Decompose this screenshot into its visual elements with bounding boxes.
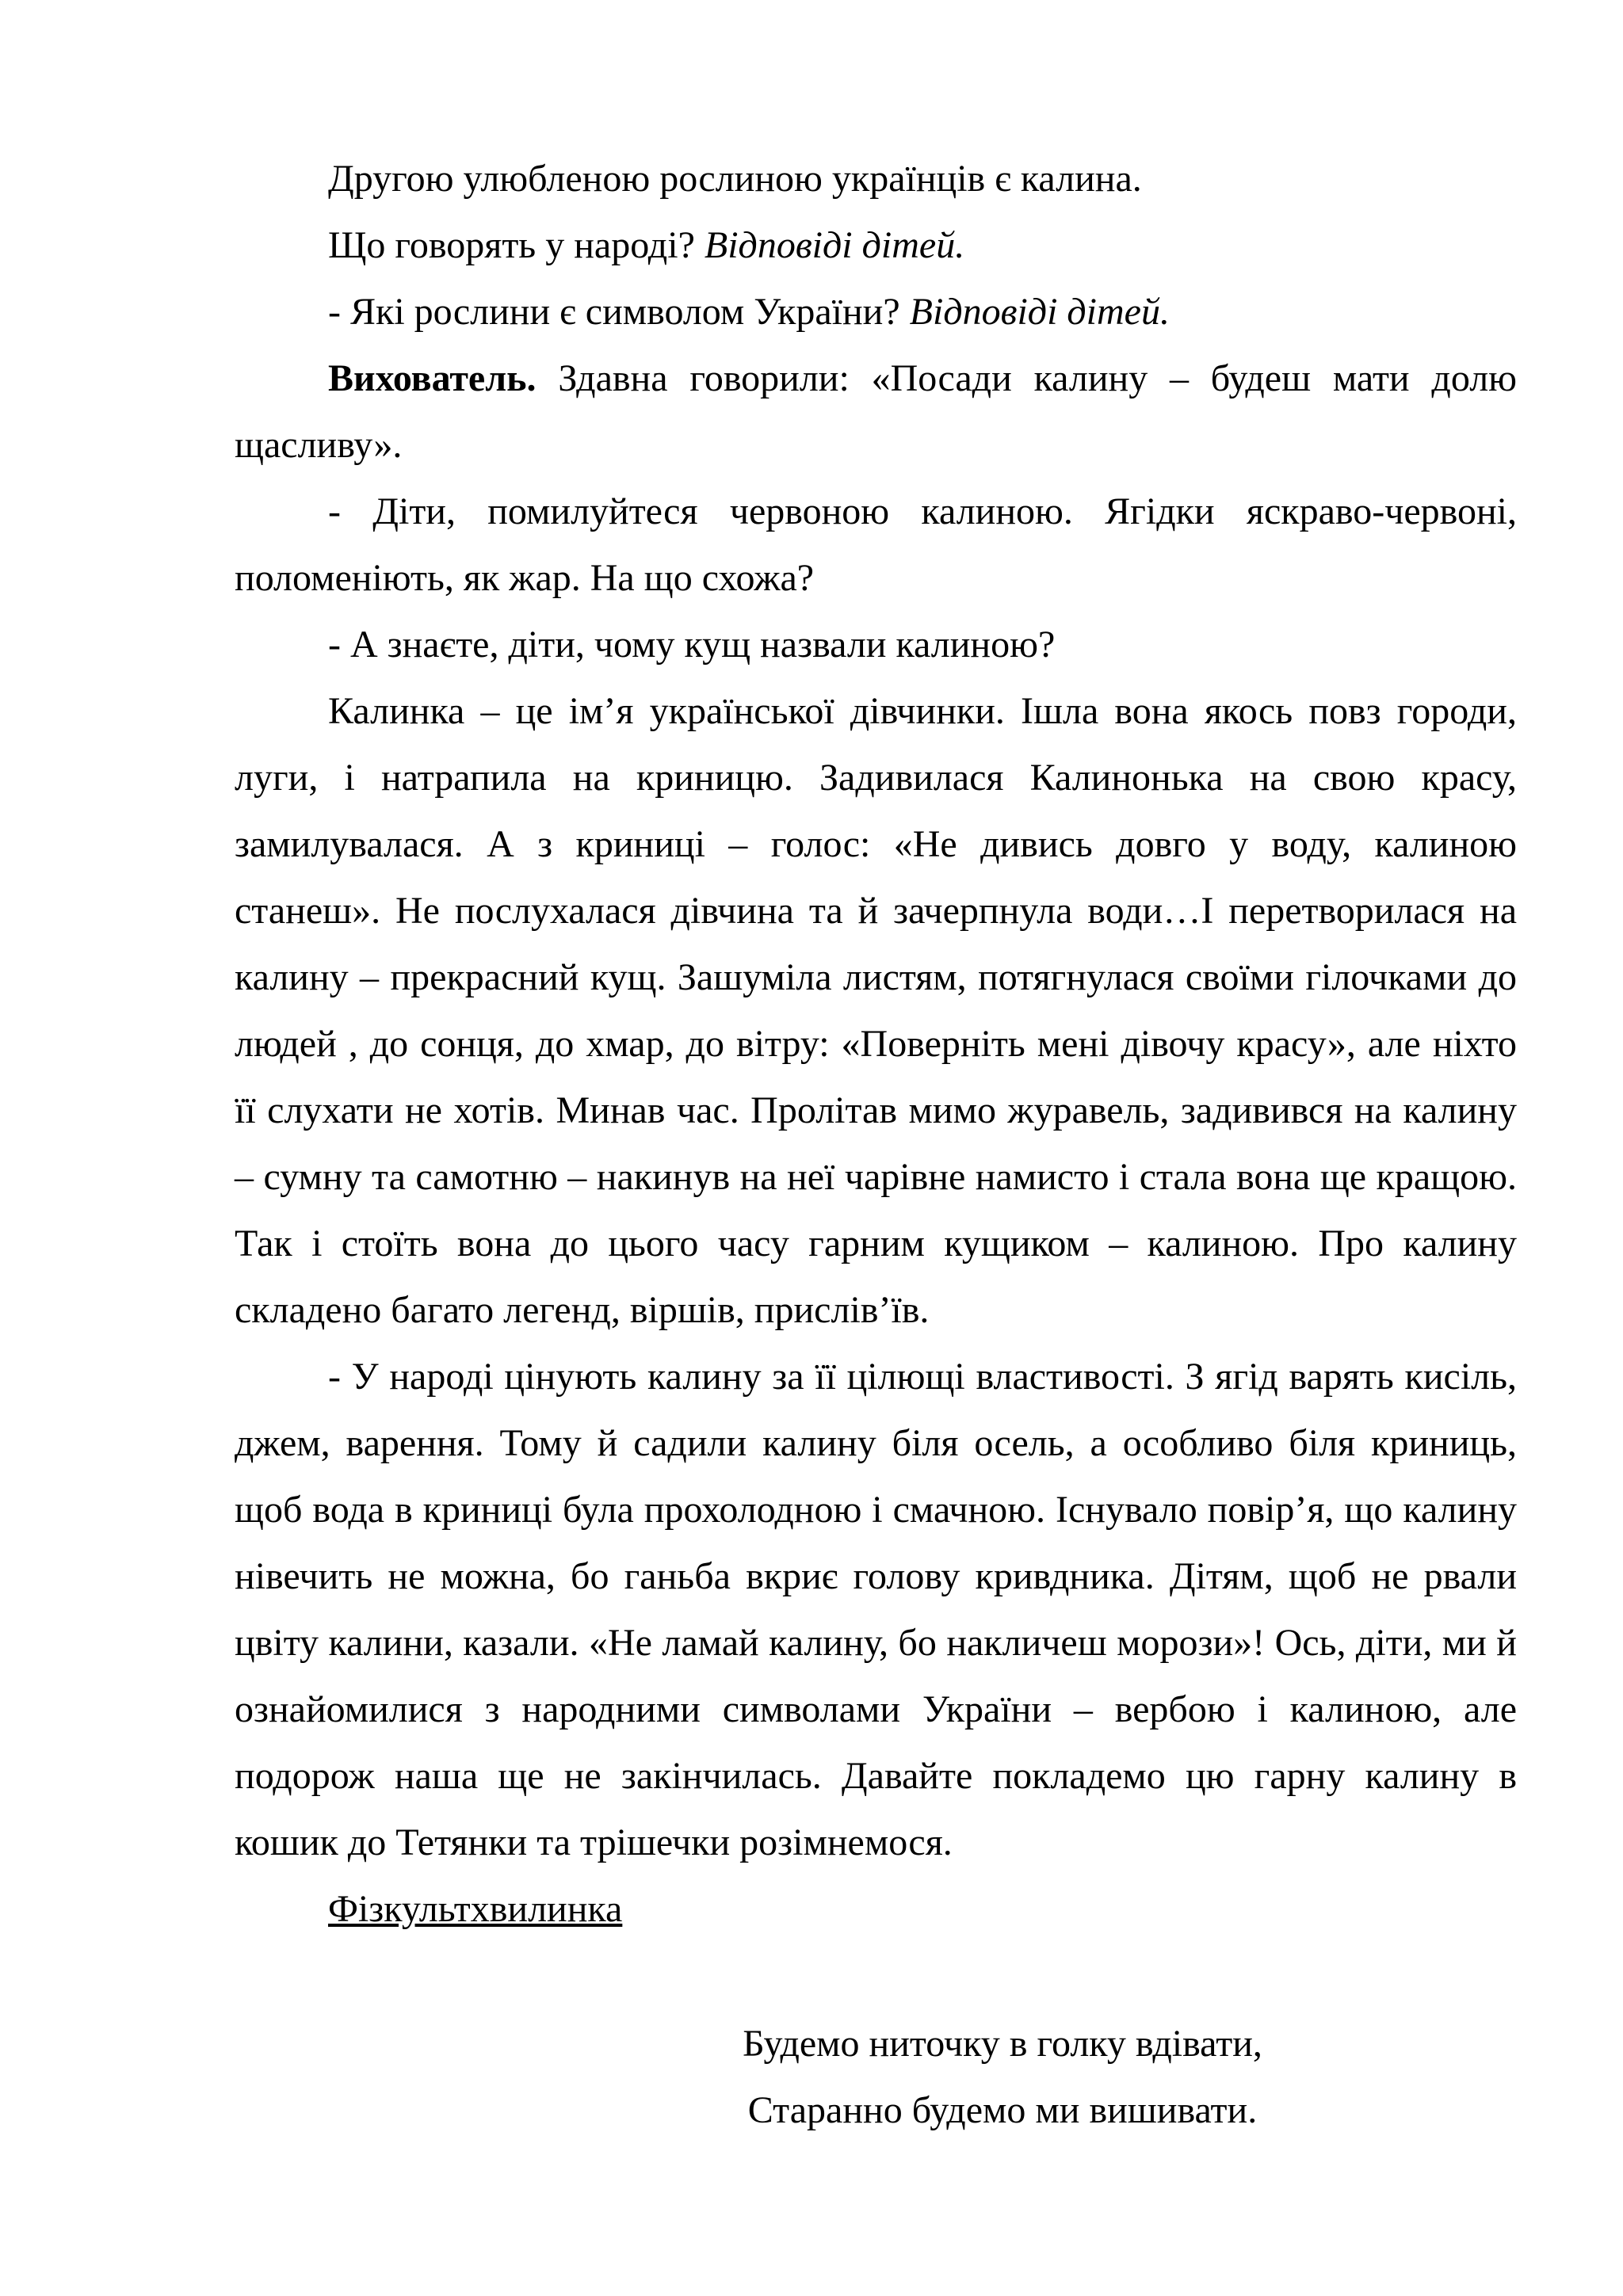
section-heading	[235, 1876, 1517, 1943]
paragraph-question-2	[235, 279, 1517, 345]
paragraph-legend: Калинка – це ім’я української дівчинки. Ішла вона якось повз городи, луги, і натрапила на криницю. Задивилася Калинонька на свою красу, замилувалася. А з криниці – голос: «Не дивись довго у воду, калиною станеш». Не послухалася дівчина та й зачерпнула води…І перетворилася на калину – прекрасний кущ. Зашуміла листям, потягнулася своїми гілочками до людей , до сонця, до хмар, до вітру: «Поверніть мені дівочу красу», але ніхто її слухати не хотів. Минав час. Пролітав мимо журавель, задивився на калину – сумну та самотню – накинув на неї чарівне намисто і стала вона ще кращою. Так і стоїть вона до цього часу гарним кущиком – калиною. Про калину складено багато легенд, віршів, прислів’їв.	[235, 690, 1517, 1331]
paragraph-question-1	[235, 212, 1517, 279]
poem-line: Старанно будемо ми вишивати.	[747, 2089, 1258, 2131]
paragraph-berries: - Діти, помилуйтеся червоною калиною. Ягідки яскраво-червоні, поломеніють, як жар. На що схожа?	[235, 490, 1517, 599]
teacher-speech: Здавна говорили: «Посади калину – будеш мати долю щасливу».	[235, 357, 1517, 466]
document-body	[235, 146, 1517, 2144]
paragraph-properties: - У народі цінують калину за її цілющі властивості. З ягід варять кисіль, джем, варення. Тому й садили калину біля осель, а особливо біля криниць, щоб вода в криниці була прохолодною і смачною. Існувало повір’я, що калину нівечить не можна, бо ганьба вкриє голову кривдника. Дітям, щоб не рвали цвіту калини, казали. «Не ламай калину, бо накличеш морози»! Ось, діти, ми й ознайомилися з народними символами України – вербою і калиною, але подорож наша ще не закінчилась. Давайте покладемо цю гарну калину в кошик до Тетянки та трішечки розімнемося.	[235, 1356, 1517, 1863]
paragraph-intro: Другою улюбленою рослиною українців є калина.	[328, 158, 1142, 200]
paragraph-teacher	[235, 345, 1517, 479]
spacer	[235, 1943, 1517, 2011]
children-answers: Відповіді дітей.	[909, 291, 1170, 333]
question-text: Що говорять у народі?	[328, 224, 705, 266]
paragraph-question-name: - А знаєте, діти, чому кущ назвали калиною?	[328, 624, 1056, 666]
section-title: Фізкультхвилинка	[328, 1888, 623, 1930]
speaker-label: Вихователь.	[328, 357, 537, 399]
question-text: - Які рослини є символом України?	[328, 291, 910, 333]
poem	[235, 2011, 1517, 2144]
children-answers: Відповіді дітей.	[704, 224, 965, 266]
poem-line: Будемо ниточку в голку вдівати,	[743, 2023, 1262, 2065]
